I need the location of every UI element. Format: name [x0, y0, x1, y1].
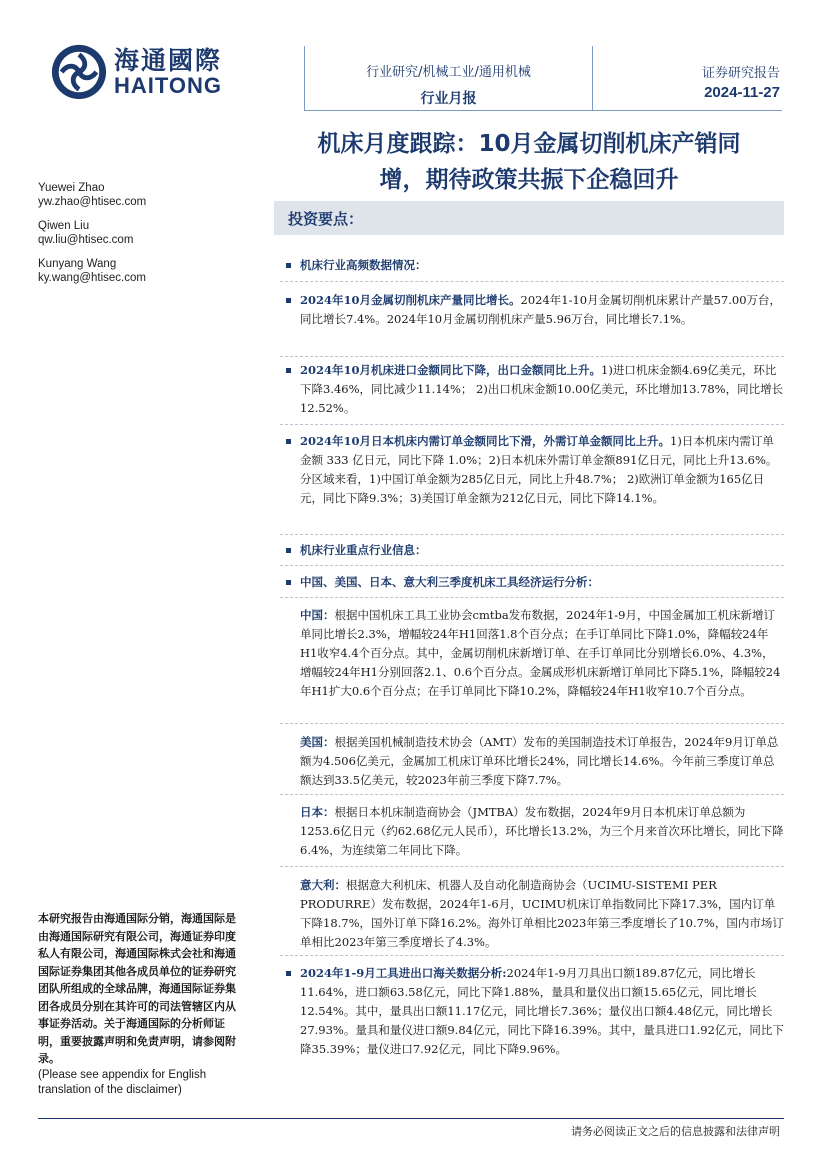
- author-email[interactable]: qw.liu@htisec.com: [38, 234, 134, 246]
- author-1: [38, 181, 238, 209]
- section-heading-1: 机床行业高频数据情况：: [284, 256, 784, 275]
- disclaimer: [38, 910, 242, 1098]
- author-name: Qiwen Liu: [38, 220, 90, 232]
- author-name: Kunyang Wang: [38, 258, 117, 270]
- bullet-icon: [286, 298, 291, 303]
- header-right-label: 证券研究报告: [701, 66, 780, 81]
- key-points-label: 投资要点：: [288, 210, 364, 228]
- title-line-1: 机床月度跟踪：10月金属切削机床产销同: [317, 131, 741, 157]
- divider: [280, 866, 784, 867]
- header-category: 行业研究/机械工业/通用机械: [366, 65, 531, 80]
- divider: [280, 281, 784, 282]
- china-paragraph: 中国：根据中国机床工具工业协会cmtba发布数据，2024年1-9月，中国金属加工机床新增订单同比增长2.3%，增幅较24年H1回落1.8个百分点；在手订单同比下降1.0%，降幅较24年H1收窄4.4个百分点。其中，金属切削机床新增订单、在手订单同比分别增长6.0%、4.3%，增幅较24年H1分别回落2.1、0.6个百分点。金属成形机床新增订单同比下降5.1%，降幅较24年H1扩大0.6个百分点；在手订单同比下降10.2%，降幅较24年H1收窄10.7个百分点。: [300, 608, 781, 698]
- japan-paragraph: 日本：根据日本机床制造商协会（JMTBA）发布数据，2024年9月日本机床订单总额为1253.6亿日元（约62.68亿元人民币），环比增长13.2%，为三个月来首次环比增长，同比下降6.4%，为连续第二年同比下降。: [300, 805, 784, 857]
- bullet-1: 2024年10月金属切削机床产量同比增长。2024年1-10月金属切削机床累计产量57.00万台，同比增长7.4%。2024年10月金属切削机床产量5.96万台，同比增长7.1%。: [284, 291, 784, 329]
- disclaimer-cn: 本研究报告由海通国际分销，海通国际是由海通国际研究有限公司，海通证券印度私人有限公司，海通国际株式会社和海通国际证券集团其他各成员单位的证券研究团队所组成的全球品牌，海通国际证券集团各成员分别在其许可的司法管辖区内从事证券活动。关于海通国际的分析师证明，重要披露声明和免责声明，请参阅附录。: [38, 912, 236, 1065]
- bullet-5: 2024年1-9月工具进出口海关数据分析:2024年1-9月刀具出口额189.87亿元，同比增长11.64%，进口额63.58亿元，同比下降1.88%，量具和量仪出口额15.65亿元，同比增长12.54%。其中，量具出口额11.17亿元，同比增长7.36%；量仪出口额4.48亿元，同比增长27.93%。量具和量仪进口额9.84亿元，同比下降16.39%。其中，量具进口1.92亿元，同比下降35.39%；量仪进口7.92亿元，同比下降9.96%。: [284, 964, 784, 1059]
- divider: [280, 534, 784, 535]
- bullet-icon: [286, 548, 291, 553]
- divider: [280, 565, 784, 566]
- bullet-icon: [286, 368, 291, 373]
- header-report-type: 行业月报: [420, 91, 477, 107]
- author-3: [38, 257, 238, 285]
- header-date: 2024-11-27: [704, 84, 780, 101]
- divider: [280, 794, 784, 795]
- divider: [280, 723, 784, 724]
- key-points-bar: [274, 201, 784, 235]
- divider: [280, 955, 784, 956]
- bullet-icon: [286, 580, 291, 585]
- bullet-icon: [286, 439, 291, 444]
- disclaimer-en: (Please see appendix for English translation of the disclaimer): [38, 1068, 207, 1096]
- title-line-2: 增，期待政策共振下企稳回升: [379, 167, 679, 193]
- italy-paragraph: 意大利：根据意大利机床、机器人及自动化制造商协会（UCIMU-SISTEMI PER PRODURRE）发布数据，2024年1-6月，UCIMU机床订单指数同比下降17.3%，国内订单下降18.7%，国外订单下降16.2%。海外订单相比2023年第三季度增长了10.7%，国内市场订单相比2023年第三季度增长了4.3%。: [300, 878, 784, 949]
- footer-divider: [38, 1118, 784, 1119]
- bullet-icon: [286, 263, 291, 268]
- divider: [280, 597, 784, 598]
- bullet-2: 2024年10月机床进口金额同比下降，出口金额同比上升。1)进口机床金额4.69亿美元，环比下降3.46%，同比减少11.14%； 2)出口机床金额10.00亿美元，环比增加13.78%，同比增长12.52%。: [284, 361, 784, 418]
- bullet-4: 中国、美国、日本、意大利三季度机床工具经济运行分析：: [284, 573, 784, 592]
- author-name: Yuewei Zhao: [38, 182, 105, 194]
- haitong-logo-icon: [50, 43, 108, 101]
- bullet-icon: [286, 971, 291, 976]
- bullet-3: 2024年10月日本机床内需订单金额同比下滑，外需订单金额同比上升。1)日本机床内需订单金额 333 亿日元，同比下降 1.0%；2)日本机床外需订单金额891亿日元，同比上升13.6%。分区域来看，1)中国订单金额为285亿日元，同比上升48.7%； 2)欧洲订单金额为165亿日元，同比下降9.3%；3)美国订单金额为212亿日元，同比下降14.1%。: [284, 432, 784, 508]
- logo-cn: 海通國際: [114, 46, 223, 75]
- footer-note: 请务必阅读正文之后的信息披露和法律声明: [571, 1125, 780, 1138]
- author-list: [38, 181, 238, 295]
- page-title: [262, 126, 796, 198]
- logo-en: HAITONG: [114, 73, 223, 98]
- author-email[interactable]: ky.wang@htisec.com: [38, 272, 146, 284]
- us-paragraph: 美国：根据美国机械制造技术协会（AMT）发布的美国制造技术订单报告，2024年9月订单总额为4.506亿美元，金属加工机床订单环比增长24%，同比增长14.6%。今年前三季度订单总额达到33.5亿美元，较2023年前三季度下降7.7%。: [300, 735, 779, 787]
- header-divider-mid: [592, 46, 593, 110]
- divider: [280, 424, 784, 425]
- divider: [280, 356, 784, 357]
- haitong-logo: [50, 40, 250, 104]
- author-2: [38, 219, 238, 247]
- header-divider-bottom: [304, 110, 782, 111]
- author-email[interactable]: yw.zhao@htisec.com: [38, 196, 147, 208]
- section-heading-2: 机床行业重点行业信息：: [284, 541, 784, 560]
